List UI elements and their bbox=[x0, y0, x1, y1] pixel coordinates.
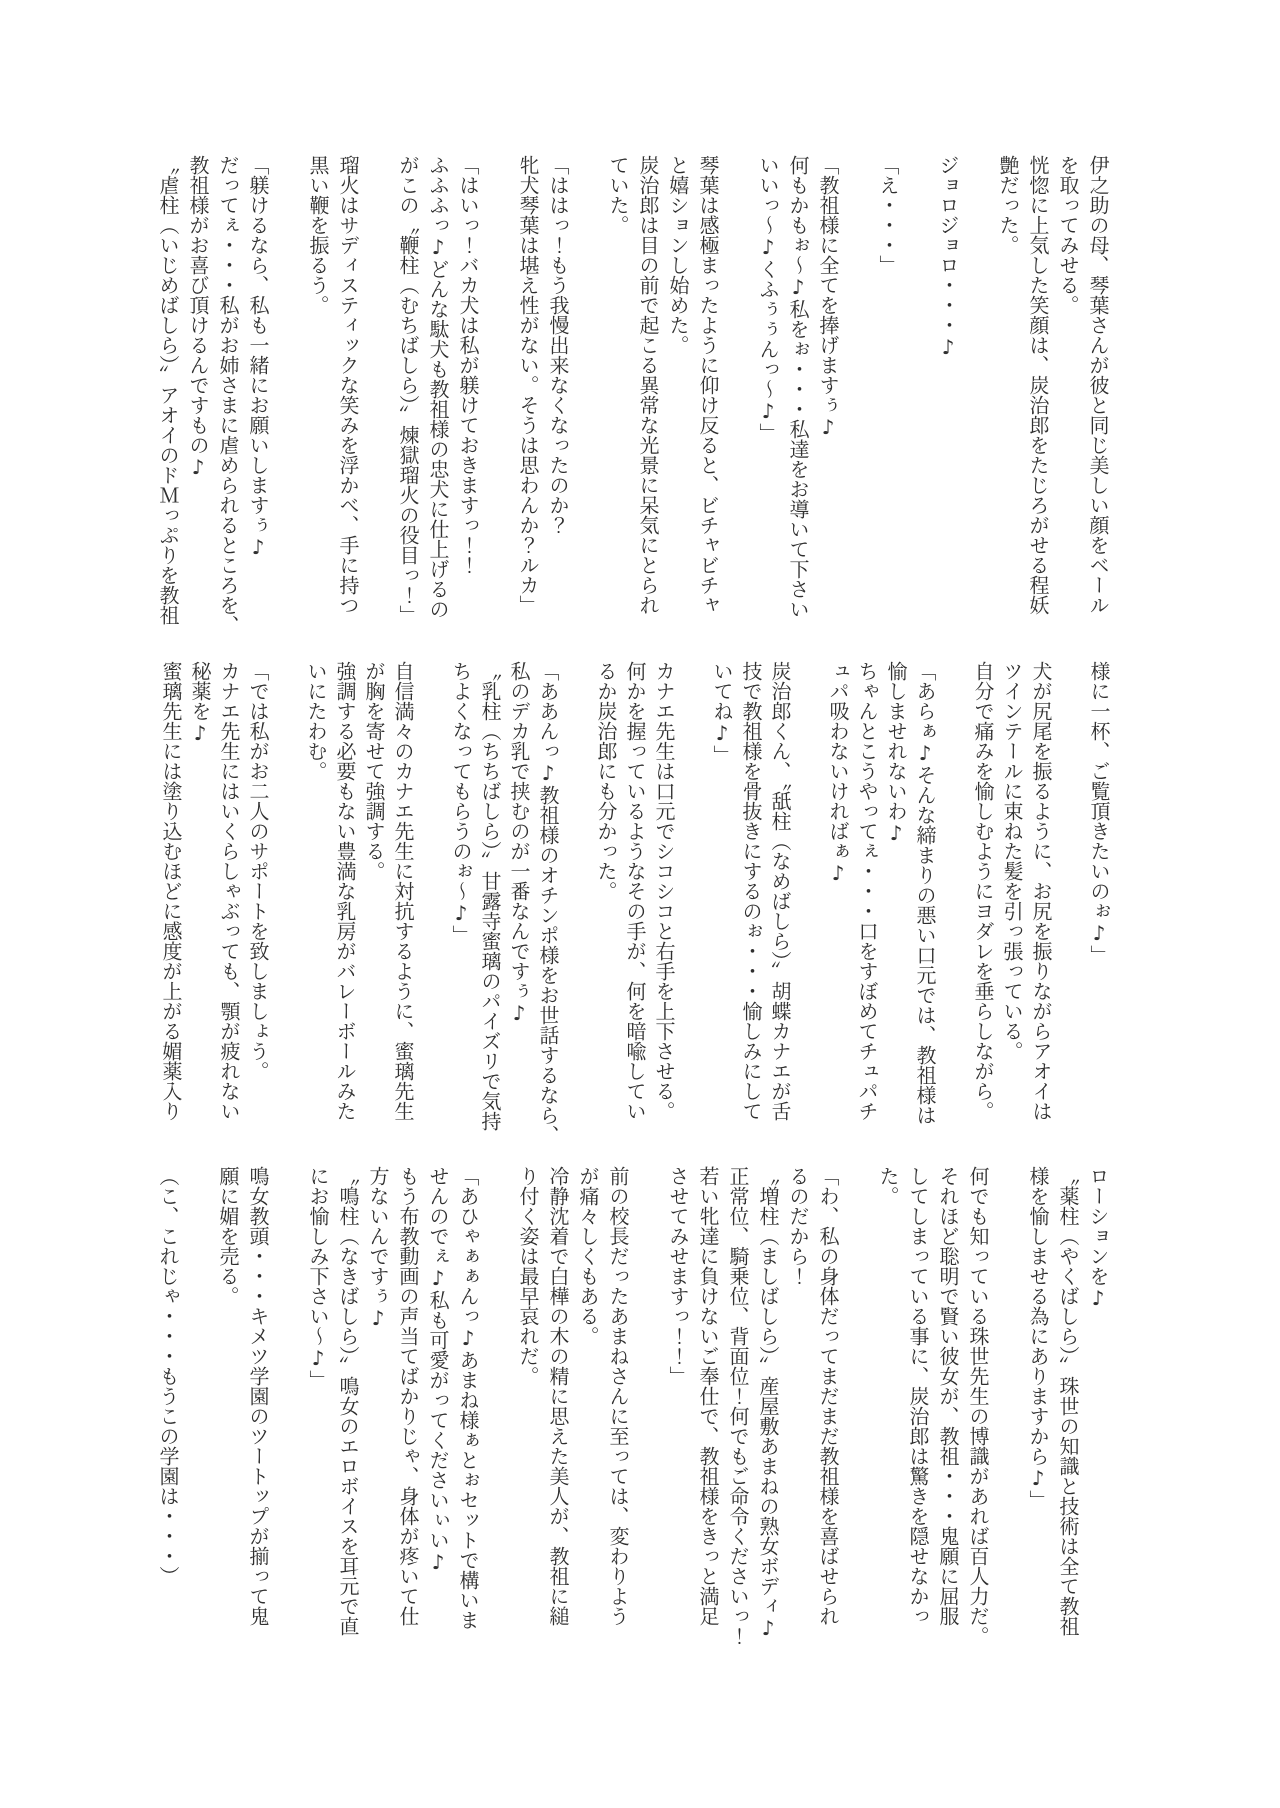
text-line: が痛々しくもある。 bbox=[576, 1166, 600, 1346]
text-line: 黒い鞭を振るう。 bbox=[306, 155, 330, 315]
blank-line bbox=[939, 661, 968, 1153]
text-line: ジョロジョロ・・・♪ bbox=[936, 155, 960, 359]
text-line: 「では私がお二人のサポートを致しましょう。 bbox=[246, 661, 270, 1081]
text-line: 「ははっ！もう我慢出来なくなったのか？ bbox=[546, 155, 570, 535]
text-line: 自分で痛みを愉しむようにヨダレを垂らしながら。 bbox=[971, 661, 995, 1121]
text-line: 願に媚を売る。 bbox=[216, 1166, 240, 1306]
text-line: ちよくなってもらうのぉ〜♪」 bbox=[449, 661, 473, 945]
text-line: 艶だった。 bbox=[996, 155, 1020, 255]
text-line: ちゃんとこうやってぇ・・・口をすぼめてチュパチ bbox=[855, 661, 879, 1121]
text-line: 秘薬を♪ bbox=[188, 661, 212, 745]
text-line: 「躾けるなら、私も一緒にお願いしますぅ♪ bbox=[246, 155, 270, 559]
blank-line bbox=[417, 661, 446, 1153]
text-line: が胸を寄せて強調する。 bbox=[362, 661, 386, 881]
text-line: 冷静沈着で白樺の木の精に思えた美人が、教祖に縋 bbox=[546, 1166, 570, 1626]
text-line: もう布教動画の声当てばかりじゃ、身体が疼いて仕 bbox=[396, 1166, 420, 1626]
text-line: ツインテールに束ねた髪を引っ張っている。 bbox=[1000, 661, 1024, 1061]
text-line: 「あらぁ♪そんな締まりの悪い口元では、教祖様は bbox=[913, 661, 937, 1125]
text-line: 何かを握っているようなその手が、何を暗喩してい bbox=[623, 661, 647, 1121]
text-line: ていた。 bbox=[606, 155, 630, 235]
blank-line bbox=[794, 661, 823, 1153]
blank-line bbox=[483, 155, 513, 647]
text-line: 〝乳柱（ちちばしら）〟甘露寺蜜璃のパイズリで気持 bbox=[478, 661, 502, 1131]
text-line: 「あひゃぁぁんっ♪あまね様ぁとぉセットで構いま bbox=[456, 1166, 480, 1630]
text-line: 「ああんっ♪教祖様のオチンポ様をお世話するなら、 bbox=[536, 661, 560, 1145]
blank-line bbox=[1055, 661, 1084, 1153]
text-line: にお愉しみ下さい〜♪」 bbox=[306, 1166, 330, 1390]
text-line: 「え・・・」 bbox=[876, 155, 900, 275]
text-line: 「教祖様に全てを捧げますぅ♪ bbox=[816, 155, 840, 439]
text-line: るのだから！ bbox=[786, 1166, 810, 1286]
text-line: カナエ先生は口元でシコシコと右手を上下させる。 bbox=[652, 661, 676, 1121]
text-line: と嬉ションし始めた。 bbox=[666, 155, 690, 355]
text-line: だってぇ・・・私がお姉さまに虐められるところを、 bbox=[216, 155, 240, 635]
text-line: 若い牝達に負けないご奉仕で、教祖様をきっと満足 bbox=[696, 1166, 720, 1626]
text-line: カナエ先生にはいくらしゃぶっても、顎が疲れない bbox=[217, 661, 241, 1121]
text-line: いにたわむ。 bbox=[304, 661, 328, 781]
text-line: （こ、これじゃ・・・もうこの学園は・・・） bbox=[156, 1166, 180, 1586]
blank-line bbox=[993, 1166, 1023, 1658]
text-line: 蜜璃先生には塗り込むほどに感度が上がる媚薬入り bbox=[159, 661, 183, 1121]
blank-line bbox=[483, 1166, 513, 1658]
text-line: るか炭治郎にも分かった。 bbox=[594, 661, 618, 901]
text-line: 伊之助の母、琴葉さんが彼と同じ美しい顔をベール bbox=[1086, 155, 1110, 615]
text-line: 強調する必要もない豊満な乳房がバレーボールみた bbox=[333, 661, 357, 1121]
blank-line bbox=[363, 155, 393, 647]
blank-line bbox=[633, 1166, 663, 1658]
text-line: 前の校長だったあまねさんに至っては、変わりよう bbox=[606, 1166, 630, 1626]
blank-line bbox=[678, 661, 707, 1153]
text-line: 愉しませれないわ♪ bbox=[884, 661, 908, 845]
text-line: 恍惚に上気した笑顔は、炭治郎をたじろがせる程妖 bbox=[1026, 155, 1050, 615]
text-line: それほど聡明で賢い彼女が、教祖・・・鬼願に屈服 bbox=[936, 1166, 960, 1626]
text-line: 〝鳴柱（なきばしら）〟鳴女のエロボイスを耳元で直 bbox=[336, 1166, 360, 1636]
blank-line bbox=[273, 155, 303, 647]
blank-line bbox=[843, 1166, 873, 1658]
blank-line bbox=[843, 155, 873, 647]
text-line: 方ないんですぅ♪ bbox=[366, 1166, 390, 1330]
text-line: 牝犬琴葉は堪え性がない。そうは思わんか？ルカ」 bbox=[516, 155, 540, 615]
text-line: 炭治郎くん、〝舐柱（なめばしら）〟胡蝶カナエが舌 bbox=[768, 661, 792, 1121]
text-line: 正常位、騎乗位、背面位！何でもご命令くださいっ！ bbox=[726, 1166, 750, 1646]
text-line: 犬が尻尾を振るように、お尻を振りながらアオイは bbox=[1029, 661, 1053, 1121]
text-line: ふふふっ♪どんな駄犬も教祖様の忠犬に仕上げるの bbox=[426, 155, 450, 619]
text-line: 何もかもぉ〜♪私をぉ・・・私達をお導いて下さい bbox=[786, 155, 810, 619]
blank-line bbox=[273, 1166, 303, 1658]
text-line: がこの〝鞭柱（むちばしら）〟煉獄瑠火の役目っ！」 bbox=[396, 155, 420, 625]
text-line: 様を愉しませる為にありますから♪」 bbox=[1026, 1166, 1050, 1510]
blank-line bbox=[183, 1166, 213, 1658]
text-line: 「はいっ！バカ犬は私が躾けておきますっ！！ bbox=[456, 155, 480, 575]
text-line: 技で教祖様を骨抜きにするのぉ・・・愉しみにして bbox=[739, 661, 763, 1121]
text-line: 〝増柱（ましばしら）〟産屋敷あまねの熟女ボディ♪ bbox=[756, 1166, 780, 1640]
text-line: させてみせますっ！！」 bbox=[666, 1166, 690, 1386]
text-line: 自信満々のカナエ先生に対抗するように、蜜璃先生 bbox=[391, 661, 415, 1121]
text-line: 瑠火はサディスティックな笑みを浮かべ、手に持つ bbox=[336, 155, 360, 615]
text-line: ュパ吸わないければぁ♪ bbox=[826, 661, 850, 885]
text-line: り付く姿は最早哀れだ。 bbox=[516, 1166, 540, 1386]
text-line: してしまっている事に、炭治郎は驚きを隠せなかっ bbox=[906, 1166, 930, 1626]
text-block-middle bbox=[156, 661, 1113, 1153]
blank-line bbox=[272, 661, 301, 1153]
text-line: 炭治郎は目の前で起こる異常な光景に呆気にとられ bbox=[636, 155, 660, 615]
text-line: 〝薬柱（やくばしら）〟珠世の知識と技術は全て教祖 bbox=[1056, 1166, 1080, 1636]
text-line: 教祖様がお喜び頂けるんですもの♪ bbox=[186, 155, 210, 479]
blank-line bbox=[723, 155, 753, 647]
blank-line bbox=[562, 661, 591, 1153]
blank-line bbox=[903, 155, 933, 647]
text-line: 様に一杯、ご覧頂きたいのぉ♪」 bbox=[1087, 661, 1111, 965]
text-line: 〝虐柱（いじめばしら）〟アオイのドＭっぷりを教祖 bbox=[156, 155, 180, 625]
blank-line bbox=[963, 155, 993, 647]
text-line: 私のデカ乳で挟むのが一番なんですぅ♪ bbox=[507, 661, 531, 1025]
text-line: ローションを♪ bbox=[1086, 1166, 1110, 1310]
text-block-top bbox=[153, 155, 1113, 647]
text-line: 「わ、私の身体だってまだまだ教祖様を喜ばせられ bbox=[816, 1166, 840, 1626]
text-line: 琴葉は感極まったように仰け反ると、ビチャビチャ bbox=[696, 155, 720, 615]
blank-line bbox=[573, 155, 603, 647]
text-line: 何でも知っている珠世先生の博識があれば百人力だ。 bbox=[966, 1166, 990, 1646]
text-block-bottom bbox=[153, 1166, 1113, 1658]
text-line: 鳴女教頭・・・キメツ学園のツートップが揃って鬼 bbox=[246, 1166, 270, 1626]
text-line: いいっ〜♪くふぅぅんっ〜♪」 bbox=[756, 155, 780, 443]
text-line: いてね♪」 bbox=[710, 661, 734, 765]
text-line: を取ってみせる。 bbox=[1056, 155, 1080, 315]
text-line: た。 bbox=[876, 1166, 900, 1206]
text-line: せんのでぇ♪私も可愛がってくださいぃい♪ bbox=[426, 1166, 450, 1574]
